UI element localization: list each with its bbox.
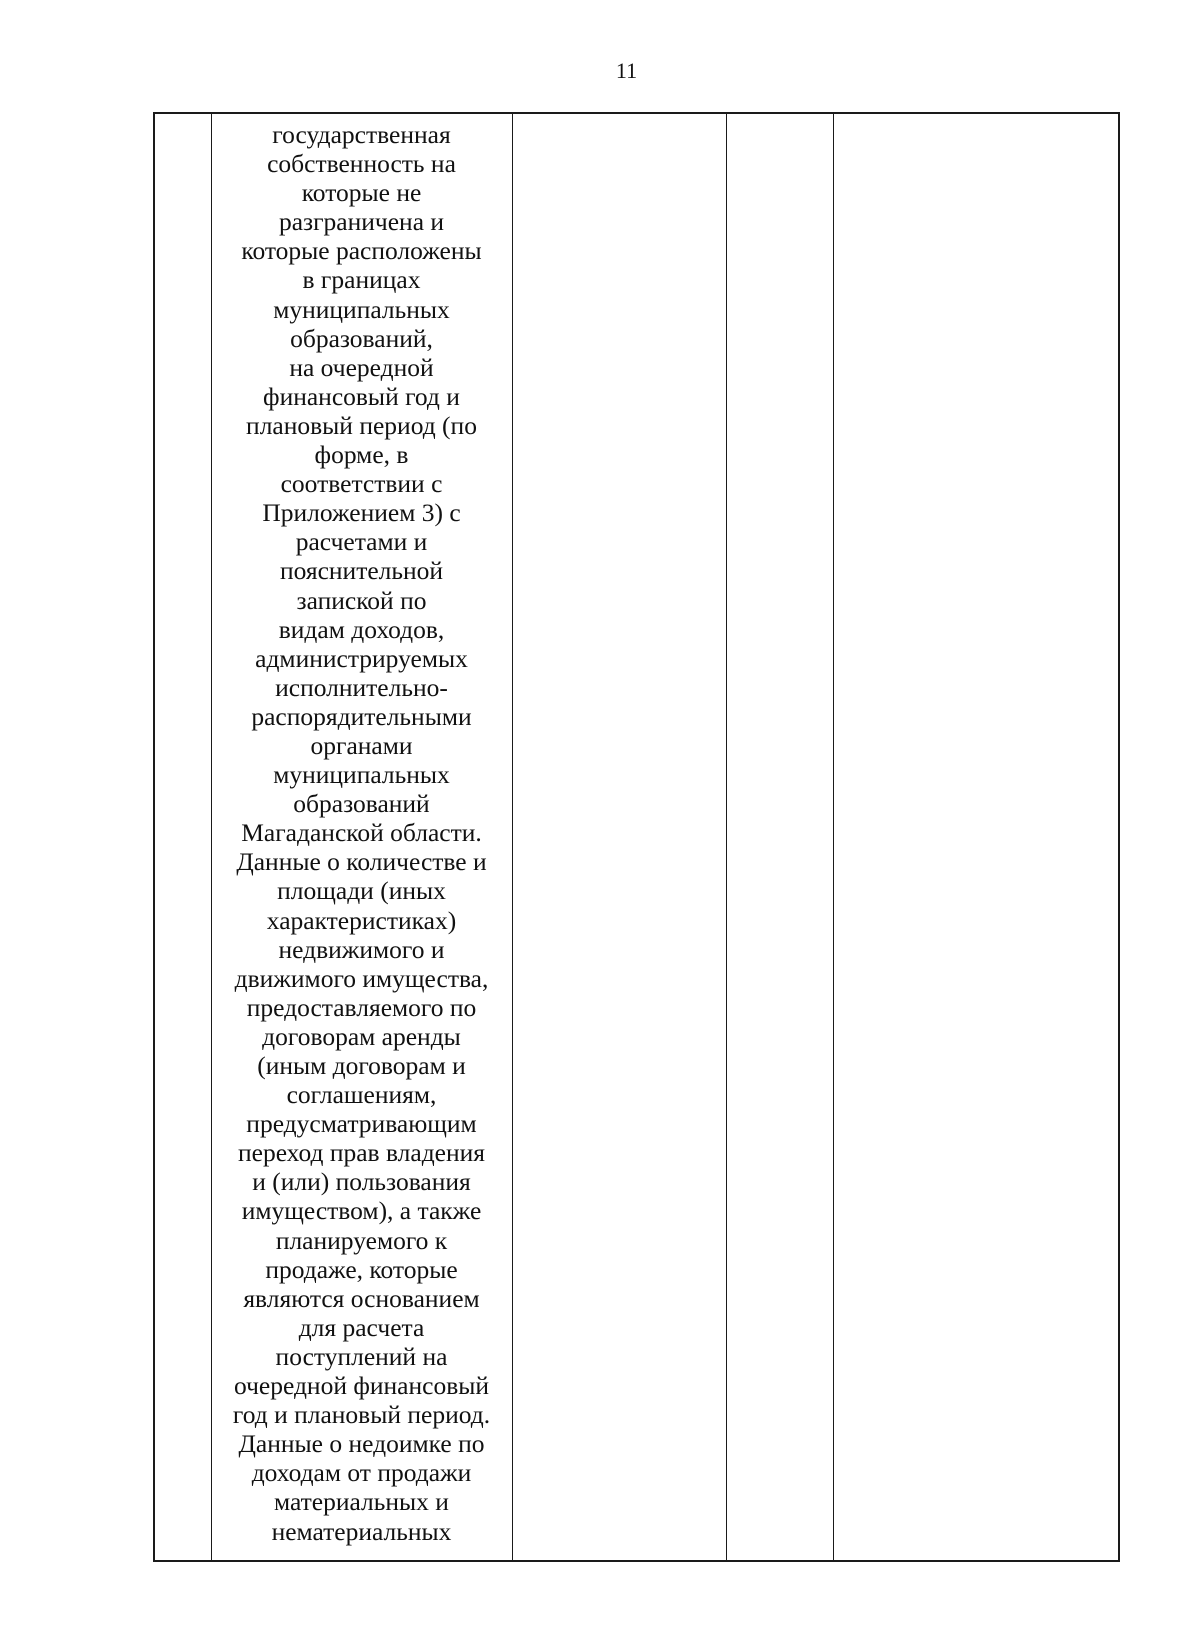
cell-text-line: видам доходов,	[278, 614, 445, 644]
cell-text-line: органами	[310, 730, 413, 760]
table-column-divider	[211, 114, 212, 1560]
cell-text-line: которые расположены	[241, 236, 482, 266]
cell-text-line: плановый период (по	[246, 410, 477, 440]
cell-text-line: материальных и	[274, 1487, 449, 1517]
cell-text-line: государственная	[272, 120, 451, 149]
cell-text-line: образований	[293, 789, 430, 819]
cell-text-line: финансовый год и	[263, 381, 460, 411]
cell-text-line: запиской по	[296, 585, 427, 615]
cell-text-line: форме, в	[314, 440, 409, 470]
cell-text-line: поступлений на	[275, 1341, 448, 1371]
cell-text-line: собственность на	[267, 149, 456, 179]
cell-text-line: нематериальных	[271, 1516, 452, 1546]
cell-text-line: администрируемых	[255, 643, 468, 673]
cell-text-line: которые не	[301, 178, 422, 208]
cell-text-line: характеристиках)	[266, 905, 457, 935]
cell-text-line: разграничена и	[278, 207, 445, 237]
cell-text-line: соответствии с	[280, 469, 443, 499]
cell-text-line: доходам от продажи	[251, 1458, 472, 1488]
cell-text-line: Магаданской области.	[241, 818, 482, 848]
cell-text-line: пояснительной	[279, 556, 444, 586]
cell-text-line: год и плановый период.	[232, 1400, 491, 1430]
document-table	[153, 112, 1120, 1562]
cell-text-line: образований,	[290, 323, 433, 353]
cell-text-line: являются основанием	[243, 1283, 480, 1313]
cell-text-line: исполнительно-	[275, 672, 448, 702]
cell-text-line: распорядительными	[251, 701, 472, 731]
cell-text-line: Данные о недоимке по	[238, 1429, 485, 1459]
cell-text-line: соглашениям,	[286, 1080, 437, 1110]
cell-text-line: движимого имущества,	[234, 963, 489, 993]
cell-text-line: продаже, которые	[265, 1254, 458, 1284]
cell-text-line: Данные о количестве и	[236, 847, 487, 877]
cell-text-line: планируемого к	[275, 1225, 448, 1255]
table-cell-empty	[513, 114, 726, 1560]
cell-text-line: недвижимого и	[278, 934, 445, 964]
cell-text-line: договорам аренды	[262, 1021, 461, 1051]
cell-text-line: в границах	[302, 265, 421, 295]
cell-text-line: предоставляемого по	[246, 992, 477, 1022]
cell-text-line: переход прав владения	[237, 1138, 486, 1168]
page-number: 11	[615, 58, 638, 83]
table-cell-empty	[834, 114, 1120, 1560]
cell-text-line: площади (иных	[277, 876, 446, 906]
cell-text-line: на очередной	[289, 352, 434, 382]
cell-text-line: муниципальных	[273, 760, 450, 790]
cell-text-line: расчетами и	[295, 527, 428, 557]
cell-text-line: (иным договорам и	[257, 1051, 466, 1080]
cell-text-line: для расчета	[298, 1312, 425, 1342]
cell-text-line: муниципальных	[273, 294, 450, 324]
table-cell-empty	[727, 114, 833, 1560]
cell-text-line: имуществом), а также	[241, 1196, 482, 1226]
cell-text-line: и (или) пользования	[252, 1167, 471, 1197]
cell-text-line: предусматривающим	[246, 1109, 477, 1139]
table-cell-number	[155, 114, 211, 1560]
table-cell-description	[213, 120, 510, 1546]
cell-text-line: очередной финансовый	[233, 1371, 490, 1401]
cell-text-line: Приложением 3) с	[262, 498, 461, 528]
